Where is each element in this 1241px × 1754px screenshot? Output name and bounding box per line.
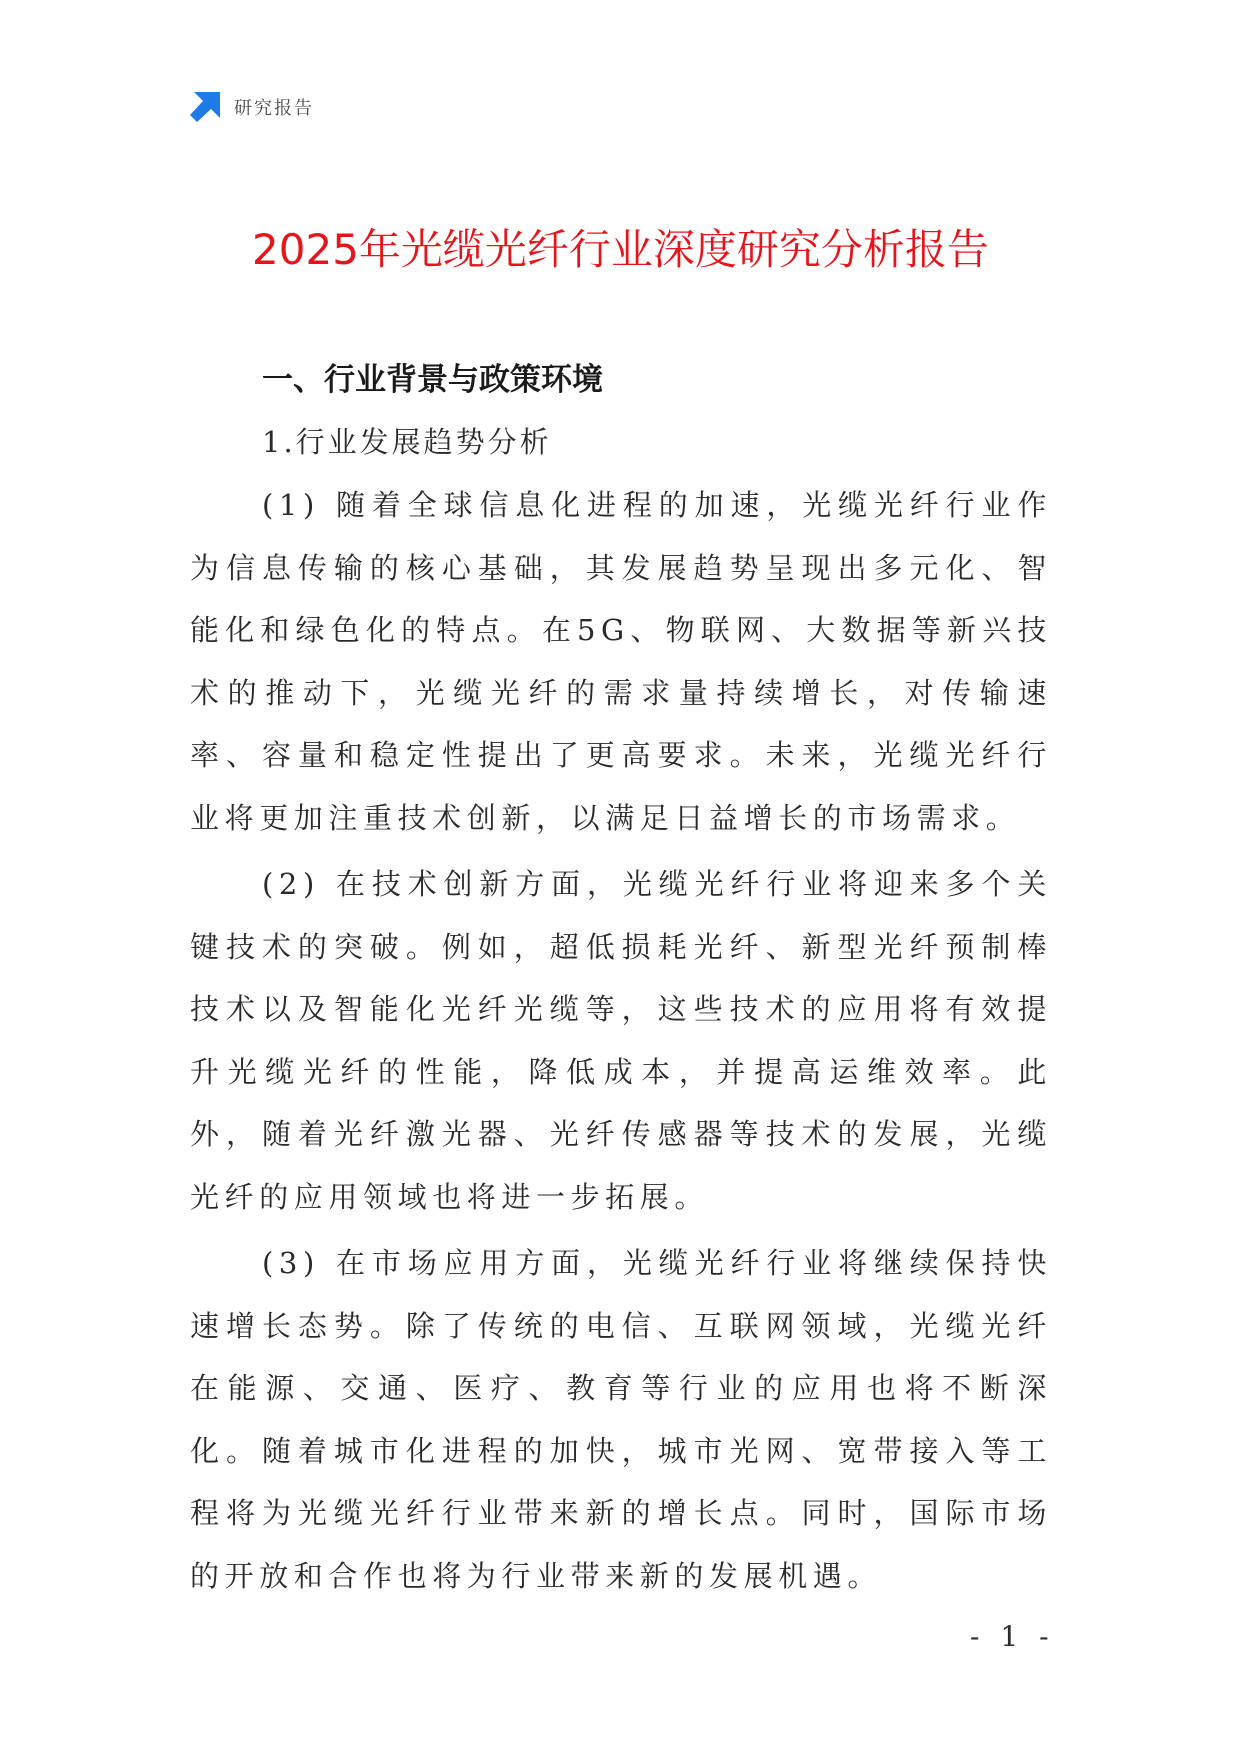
document-body — [190, 352, 1052, 1607]
sub-heading: 1.行业发展趋势分析 — [262, 425, 552, 459]
document-title: 2025年光缆光纤行业深度研究分析报告 — [252, 225, 989, 274]
arrow-up-right-icon — [190, 92, 220, 122]
header-label: 研究报告 — [234, 98, 314, 119]
paragraph-3: (3) 在市场应用方面，光缆光纤行业将继续保持快速增长态势。除了传统的电信、互联网领域，光缆光纤在能源、交通、医疗、教育等行业的应用也将不断深化。随着城市化进程的加快，城市光网、宽带接入等工程将为光缆光纤行业带来新的增长点。同时，国际市场的开放和合作也将为行业带来新的发展机遇。 — [190, 1246, 1052, 1593]
paragraph-2: (2) 在技术创新方面，光缆光纤行业将迎来多个关键技术的突破。例如，超低损耗光纤、新型光纤预制棒技术以及智能化光纤光缆等，这些技术的应用将有效提升光缆光纤的性能，降低成本，并提高运维效率。此外，随着光纤激光器、光纤传感器等技术的发展，光缆光纤的应用领域也将进一步拓展。 — [190, 867, 1052, 1214]
page-number: - 1 - — [970, 1620, 1055, 1653]
section-heading: 一、行业背景与政策环境 — [262, 362, 603, 398]
paragraph-1: (1) 随着全球信息化进程的加速，光缆光纤行业作为信息传输的核心基础，其发展趋势呈现出多元化、智能化和绿色化的特点。在5G、物联网、大数据等新兴技术的推动下，光缆光纤的需求量持续增长，对传输速率、容量和稳定性提出了更高要求。未来，光缆光纤行业将更加注重技术创新，以满足日益增长的市场需求。 — [190, 488, 1052, 835]
page-header — [190, 90, 314, 124]
